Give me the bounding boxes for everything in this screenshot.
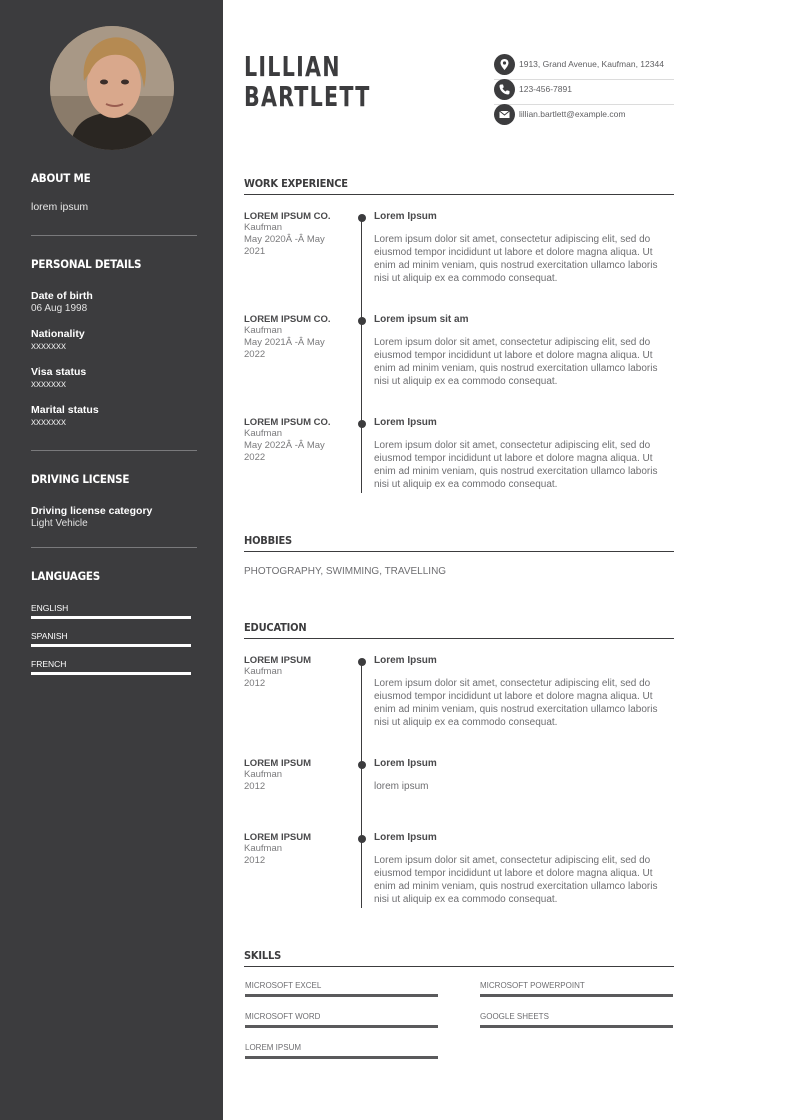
address-text: 1913, Grand Avenue, Kaufman, 12344 bbox=[519, 59, 664, 69]
personal-item bbox=[31, 404, 197, 428]
dob-label: Date of birth bbox=[31, 290, 93, 302]
language-name: FRENCH bbox=[31, 659, 67, 669]
first-name: LILLIAN bbox=[244, 50, 341, 83]
divider bbox=[31, 547, 197, 548]
work-date-start: May 2020Â -Â May bbox=[244, 234, 325, 245]
education-description: Lorem ipsum dolor sit amet, consectetur adipiscing elit, sed do eiusmod tempor incididunt ut labore et dolore magna aliqua. Ut enim ad minim veniam, quis nostrud exercitation ullamco laboris nisi ut aliquip ex ea commodo consequat. bbox=[374, 855, 658, 905]
visa-label: Visa status bbox=[31, 366, 87, 378]
personal-item bbox=[31, 366, 197, 390]
timeline-dot bbox=[358, 420, 366, 428]
email-link[interactable]: lillian.bartlett@example.com bbox=[519, 109, 626, 119]
education-title: Lorem Ipsum bbox=[374, 655, 437, 666]
skill-item bbox=[245, 981, 438, 997]
hobbies-heading: HOBBIES bbox=[244, 534, 674, 552]
education-location: Kaufman bbox=[244, 666, 283, 677]
divider bbox=[31, 235, 197, 236]
location-icon bbox=[494, 54, 515, 75]
education-date: 2012 bbox=[244, 781, 266, 792]
nationality-value: xxxxxxx bbox=[31, 341, 66, 352]
work-title: Lorem ipsum sit am bbox=[374, 314, 469, 325]
work-date-end: 2021 bbox=[244, 246, 266, 257]
education-org: LOREM IPSUM bbox=[244, 655, 312, 666]
phone-icon bbox=[494, 79, 515, 100]
skill-name: MICROSOFT EXCEL bbox=[245, 981, 322, 990]
education-org: LOREM IPSUM bbox=[244, 832, 312, 843]
work-location: Kaufman bbox=[244, 222, 283, 233]
education-location: Kaufman bbox=[244, 843, 283, 854]
marital-value: xxxxxxx bbox=[31, 417, 66, 428]
phone-text: 123-456-7891 bbox=[519, 84, 572, 94]
languages-section bbox=[31, 569, 197, 675]
skill-level-bar bbox=[480, 1025, 673, 1028]
nationality-label: Nationality bbox=[31, 328, 85, 340]
last-name: BARTLETT bbox=[244, 80, 371, 113]
work-experience-heading: WORK EXPERIENCE bbox=[244, 177, 674, 195]
timeline-dot bbox=[358, 214, 366, 222]
skill-level-bar bbox=[245, 994, 438, 997]
about-heading: ABOUT ME bbox=[31, 171, 91, 185]
driving-license-heading: DRIVING LICENSE bbox=[31, 472, 130, 486]
sidebar bbox=[0, 0, 223, 1120]
driving-license-value: Light Vehicle bbox=[31, 518, 88, 529]
about-section bbox=[31, 171, 197, 213]
language-item bbox=[31, 631, 197, 647]
skill-name: MICROSOFT WORD bbox=[245, 1012, 321, 1021]
driving-license-label: Driving license category bbox=[31, 505, 153, 517]
timeline-dot bbox=[358, 761, 366, 769]
profile-photo bbox=[50, 26, 174, 150]
work-location: Kaufman bbox=[244, 428, 283, 439]
language-level-bar bbox=[31, 644, 191, 647]
education-title: Lorem Ipsum bbox=[374, 832, 437, 843]
profile-photo-image bbox=[50, 26, 174, 150]
skill-level-bar bbox=[245, 1025, 438, 1028]
personal-item bbox=[31, 290, 197, 314]
contact-email bbox=[494, 104, 674, 129]
dob-value: 06 Aug 1998 bbox=[31, 303, 88, 314]
language-name: SPANISH bbox=[31, 631, 68, 641]
about-text: lorem ipsum bbox=[31, 201, 89, 213]
language-item bbox=[31, 659, 197, 675]
contact-address bbox=[494, 54, 674, 80]
marital-label: Marital status bbox=[31, 404, 99, 416]
skill-name: GOOGLE SHEETS bbox=[480, 1012, 549, 1021]
work-date-end: 2022 bbox=[244, 452, 266, 463]
candidate-name bbox=[244, 52, 371, 112]
education-date: 2012 bbox=[244, 855, 266, 866]
skill-item bbox=[245, 1012, 438, 1028]
skill-item bbox=[480, 981, 673, 997]
education-date: 2012 bbox=[244, 678, 266, 689]
education-title: Lorem Ipsum bbox=[374, 758, 437, 769]
work-timeline-line bbox=[361, 215, 362, 493]
personal-details-heading: PERSONAL DETAILS bbox=[31, 257, 142, 271]
driving-license-section bbox=[31, 472, 197, 529]
education-description: Lorem ipsum dolor sit amet, consectetur adipiscing elit, sed do eiusmod tempor incididunt ut labore et dolore magna aliqua. Ut enim ad minim veniam, quis nostrud exercitation ullamco laboris nisi ut aliquip ex ea commodo consequat. bbox=[374, 678, 658, 728]
skill-name: LOREM IPSUM bbox=[245, 1043, 302, 1052]
visa-value: xxxxxxx bbox=[31, 379, 66, 390]
personal-details-section bbox=[31, 257, 197, 428]
language-level-bar bbox=[31, 672, 191, 675]
work-location: Kaufman bbox=[244, 325, 283, 336]
skill-item bbox=[245, 1043, 438, 1059]
skill-level-bar bbox=[480, 994, 673, 997]
education-org: LOREM IPSUM bbox=[244, 758, 312, 769]
personal-item bbox=[31, 328, 197, 352]
education-heading: EDUCATION bbox=[244, 621, 674, 639]
education-timeline-line bbox=[361, 659, 362, 908]
work-description: Lorem ipsum dolor sit amet, consectetur adipiscing elit, sed do eiusmod tempor incididunt ut labore et dolore magna aliqua. Ut enim ad minim veniam, quis nostrud exercitation ullamco laboris nisi ut aliquip ex ea commodo consequat. bbox=[374, 440, 658, 490]
work-org: LOREM IPSUM CO. bbox=[244, 314, 331, 325]
email-icon bbox=[494, 104, 515, 125]
hobbies-text: PHOTOGRAPHY, SWIMMING, TRAVELLING bbox=[244, 566, 447, 577]
work-org: LOREM IPSUM CO. bbox=[244, 417, 331, 428]
languages-heading: LANGUAGES bbox=[31, 569, 101, 583]
work-org: LOREM IPSUM CO. bbox=[244, 211, 331, 222]
work-date-end: 2022 bbox=[244, 349, 266, 360]
language-level-bar bbox=[31, 616, 191, 619]
skill-level-bar bbox=[245, 1056, 438, 1059]
work-description: Lorem ipsum dolor sit amet, consectetur adipiscing elit, sed do eiusmod tempor incididunt ut labore et dolore magna aliqua. Ut enim ad minim veniam, quis nostrud exercitation ullamco laboris nisi ut aliquip ex ea commodo consequat. bbox=[374, 234, 658, 284]
divider bbox=[31, 450, 197, 451]
timeline-dot bbox=[358, 835, 366, 843]
work-description: Lorem ipsum dolor sit amet, consectetur adipiscing elit, sed do eiusmod tempor incididunt ut labore et dolore magna aliqua. Ut enim ad minim veniam, quis nostrud exercitation ullamco laboris nisi ut aliquip ex ea commodo consequat. bbox=[374, 337, 658, 387]
skill-name: MICROSOFT POWERPOINT bbox=[480, 981, 585, 990]
language-item bbox=[31, 603, 197, 619]
work-title: Lorem Ipsum bbox=[374, 211, 437, 222]
education-description: lorem ipsum bbox=[374, 781, 429, 792]
timeline-dot bbox=[358, 658, 366, 666]
work-title: Lorem Ipsum bbox=[374, 417, 437, 428]
contact-phone bbox=[494, 79, 674, 105]
work-date-start: May 2021Â -Â May bbox=[244, 337, 325, 348]
skills-heading: SKILLS bbox=[244, 949, 674, 967]
skill-item bbox=[480, 1012, 673, 1028]
work-date-start: May 2022Â -Â May bbox=[244, 440, 325, 451]
language-name: ENGLISH bbox=[31, 603, 69, 613]
education-location: Kaufman bbox=[244, 769, 283, 780]
timeline-dot bbox=[358, 317, 366, 325]
